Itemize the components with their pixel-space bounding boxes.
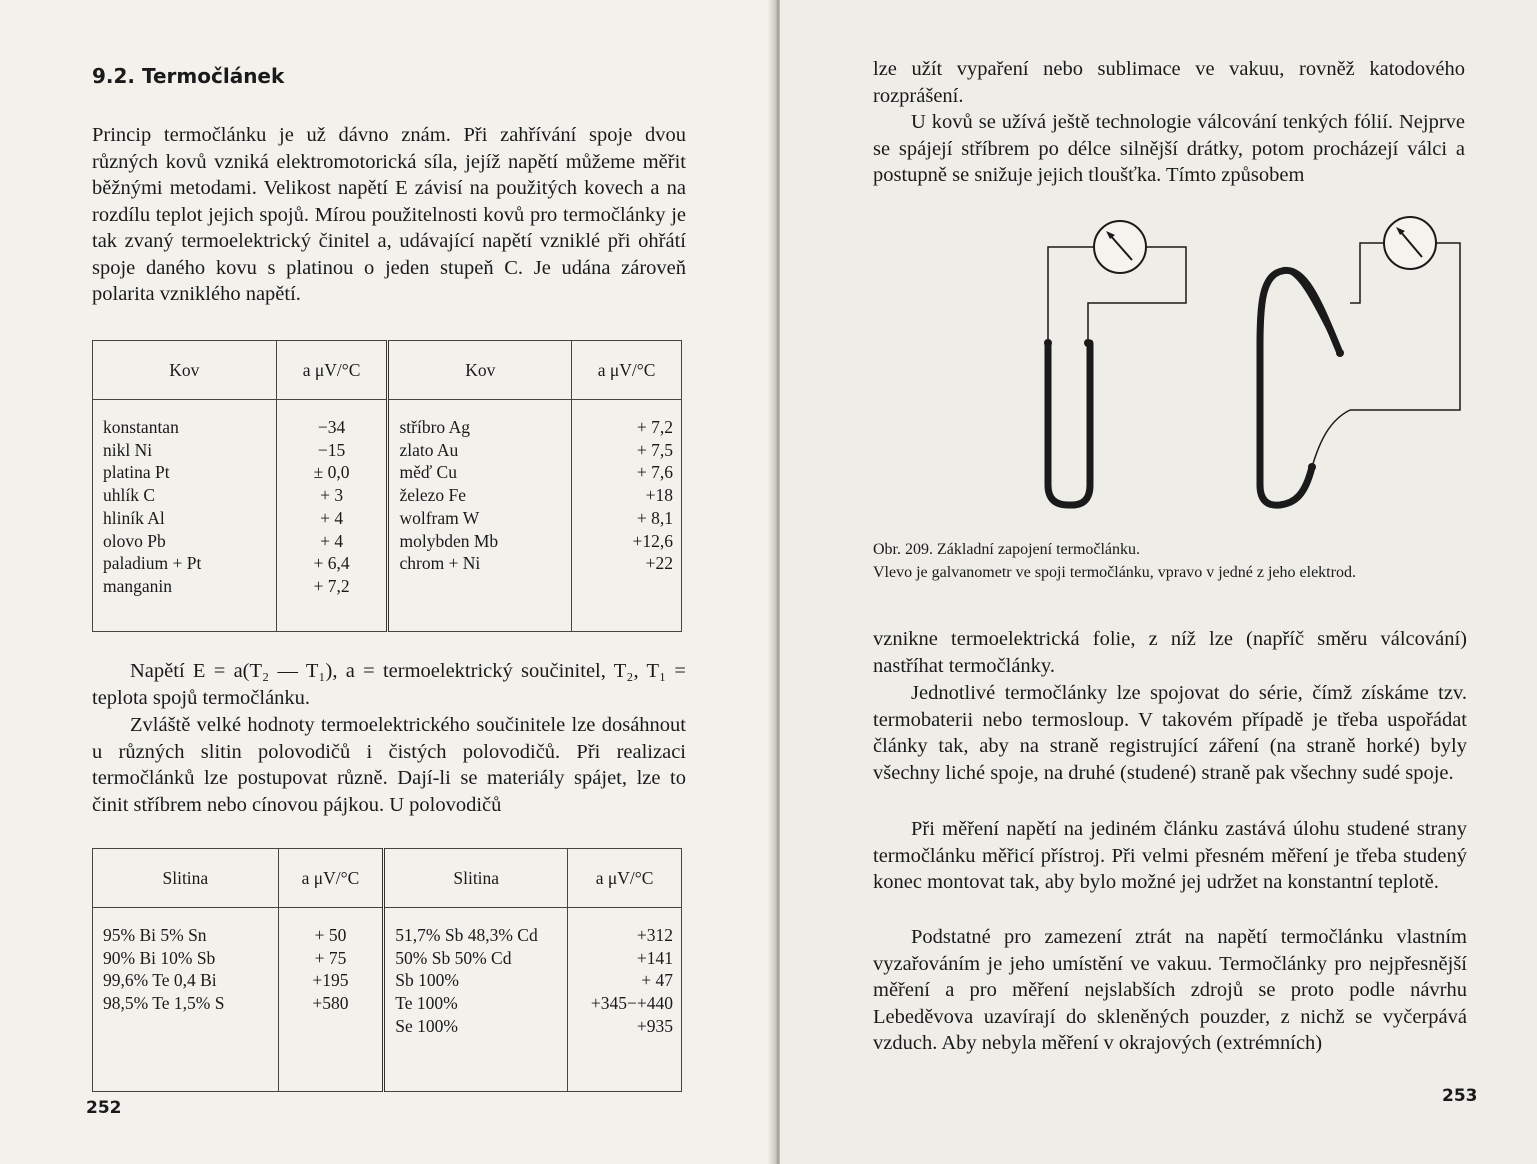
table-cell: + 7,2 xyxy=(636,417,673,437)
table-cell: −15 xyxy=(317,439,346,460)
table-cell: + 7,2 xyxy=(313,575,350,596)
caption-description: Vlevo je galvanometr ve spoji termočlánku, vpravo v jedné z jeho elektrod. xyxy=(873,564,1356,581)
right-paragraph-6: Podstatné pro zamezení ztrát na napětí termočlánku vlastním vyzařováním je jeho umístění ve vakuu. Termočlánky pro nejpřesnější měření a pro měření nejslabších zdrojů se proto podle návrhu Lebeděvova uzavírají do skleněných pouzder, z nichž se vyčerpává vzduch. Aby nebyla měření v okrajových (extrémních) xyxy=(873,926,1467,1054)
table-cell: Sb 100% xyxy=(395,970,459,991)
table-cell: paladium + Pt xyxy=(103,553,202,574)
table-cell: stříbro Ag xyxy=(399,417,470,437)
table-cell: olovo Pb xyxy=(103,530,166,551)
table-cell: molybden Mb xyxy=(399,530,499,551)
table1-value-column-1 xyxy=(276,400,388,632)
table-cell: manganin xyxy=(103,575,173,596)
table2-header-alloy-2: Slitina xyxy=(384,849,568,908)
table2-header-coef-1: a μV/°C xyxy=(278,849,384,908)
table1-header-kov-2: Kov xyxy=(388,341,572,400)
table-cell: konstantan xyxy=(103,417,179,437)
table-cell: + 8,1 xyxy=(636,507,673,528)
table-cell: Se 100% xyxy=(395,1015,458,1036)
table-cell: −34 xyxy=(317,417,346,437)
table-cell: wolfram W xyxy=(399,507,480,528)
table-cell: chrom + Ni xyxy=(399,553,481,574)
formula-paragraph: Napětí E = a(T₂ — T₁), a = termoelektrický součinitel, T₂, T₁ = teplota spojů termočlánku. xyxy=(92,660,686,709)
table-cell: + 75 xyxy=(314,947,347,968)
alloys-table xyxy=(92,848,682,1092)
section-heading: 9.2. Termočlánek xyxy=(92,64,285,88)
table-cell: +22 xyxy=(645,553,673,574)
table2-header-alloy-1: Slitina xyxy=(93,849,279,908)
table-cell: +18 xyxy=(645,485,673,506)
table-cell: + 7,5 xyxy=(636,439,673,460)
table-cell: + 47 xyxy=(641,970,673,991)
table-cell: + 3 xyxy=(320,485,344,506)
table-cell: uhlík C xyxy=(103,485,156,506)
right-paragraph-2: U kovů se užívá ještě technologie válcování tenkých fólií. Nejprve se spájejí stříbrem po délce silnější drátky, potom procházejí válci a postupně se snižuje jejich tloušťka. Tímto způsobem xyxy=(873,111,1465,186)
table-cell: +935 xyxy=(636,1015,673,1036)
semiconductor-paragraph: Zvláště velké hodnoty termoelektrického součinitele lze dosáhnout u různých slitin polovodičů i čistých polovodičů. Při realizaci termočlánků lze postupovat různě. Dají-li se materiály spájet, lze to činit stříbrem nebo cínovou pájkou. U polovodičů xyxy=(92,714,686,816)
table-cell: + 7,6 xyxy=(636,462,673,483)
page-number-right: 253 xyxy=(1442,1086,1478,1106)
galvanometer-right xyxy=(1384,217,1436,269)
table2-value-column-2 xyxy=(568,908,682,1092)
table-cell: + 50 xyxy=(314,925,347,945)
table-cell: 50% Sb 50% Cd xyxy=(395,947,512,968)
table2-alloy-column-2 xyxy=(384,908,568,1092)
table2-value-column-1 xyxy=(278,908,384,1092)
table-cell: + 6,4 xyxy=(313,553,350,574)
table-cell: platina Pt xyxy=(103,462,170,483)
table-cell: +12,6 xyxy=(632,530,673,551)
thermocouple-right xyxy=(1260,270,1344,505)
table-cell: +141 xyxy=(636,947,673,968)
table1-header-kov-1: Kov xyxy=(93,341,277,400)
table1-metal-column-2 xyxy=(388,400,572,632)
table1-value-column-2 xyxy=(572,400,682,632)
thermocouple-diagram xyxy=(1020,205,1470,525)
circuit-wires xyxy=(1048,243,1460,467)
table-cell: železo Fe xyxy=(399,485,467,506)
table-cell: hliník Al xyxy=(103,507,165,528)
table-cell: 99,6% Te 0,4 Bi xyxy=(103,970,217,991)
table-cell: ± 0,0 xyxy=(313,462,350,483)
table2-header-coef-2: a μV/°C xyxy=(568,849,682,908)
table-cell: + 4 xyxy=(320,507,344,528)
right-paragraph-3: vznikne termoelektrická folie, z níž lze (napříč směru válcování) nastříhat termočlánky. xyxy=(873,628,1467,677)
galvanometer-left xyxy=(1094,221,1146,273)
thermocouple-left xyxy=(1044,339,1092,505)
right-paragraph-4: Jednotlivé termočlánky lze spojovat do série, čímž získáme tzv. termobaterii nebo termosloup. V takovém případě je třeba uspořádat články tak, aby na straně registrující záření (na straně horké) byly všechny liché spoje, na druhé (studené) straně pak všechny sudé spoje. xyxy=(873,682,1467,784)
table-cell: 90% Bi 10% Sb xyxy=(103,947,216,968)
table-cell: zlato Au xyxy=(399,439,459,460)
table-cell: +345−+440 xyxy=(590,993,673,1014)
page-number-left: 252 xyxy=(86,1098,122,1118)
table-cell: + 4 xyxy=(320,530,344,551)
table-cell: 95% Bi 5% Sn xyxy=(103,925,207,945)
table-cell: +580 xyxy=(312,993,349,1014)
table-cell: měď Cu xyxy=(399,462,457,483)
table-cell: Te 100% xyxy=(395,993,458,1014)
metals-table xyxy=(92,340,682,632)
right-paragraph-1: lze užít vypaření nebo sublimace ve vakuu, rovněž katodového rozprášení. xyxy=(873,58,1465,107)
table-cell: +195 xyxy=(312,970,349,991)
right-paragraph-5: Při měření napětí na jediném článku zastává úlohu studené strany termočlánku měřicí přístroj. Při velmi přesném měření je třeba studený konec montovat tak, aby bylo možné jej udržet na konstantní teplotě. xyxy=(873,818,1467,893)
intro-paragraph: Princip termočlánku je už dávno znám. Při zahřívání spoje dvou různých kovů vzniká elektromotorická síla, jejíž napětí můžeme měřit běžnými metodami. Velikost napětí E závisí na použitých kovech a na rozdílu teplot jejich spojů. Mírou použitelnosti kovů pro termočlánky je tak zvaný termoelektrický činitel a, udávající napětí vzniklé při ohřátí spoje daného kovu s platinou o jeden stupeň C. Je udána zároveň polarita vzniklého napětí. xyxy=(92,124,686,305)
table-cell: 98,5% Te 1,5% S xyxy=(103,993,225,1014)
figure-caption xyxy=(873,538,1473,584)
table2-alloy-column-1 xyxy=(93,908,279,1092)
table1-metal-column-1 xyxy=(93,400,277,632)
table1-header-coef-1: a μV/°C xyxy=(276,341,388,400)
table-cell: nikl Ni xyxy=(103,439,153,460)
caption-title: Obr. 209. Základní zapojení termočlánku. xyxy=(873,541,1141,558)
table-cell: +312 xyxy=(636,925,673,945)
table1-header-coef-2: a μV/°C xyxy=(572,341,682,400)
table-cell: 51,7% Sb 48,3% Cd xyxy=(395,925,538,945)
